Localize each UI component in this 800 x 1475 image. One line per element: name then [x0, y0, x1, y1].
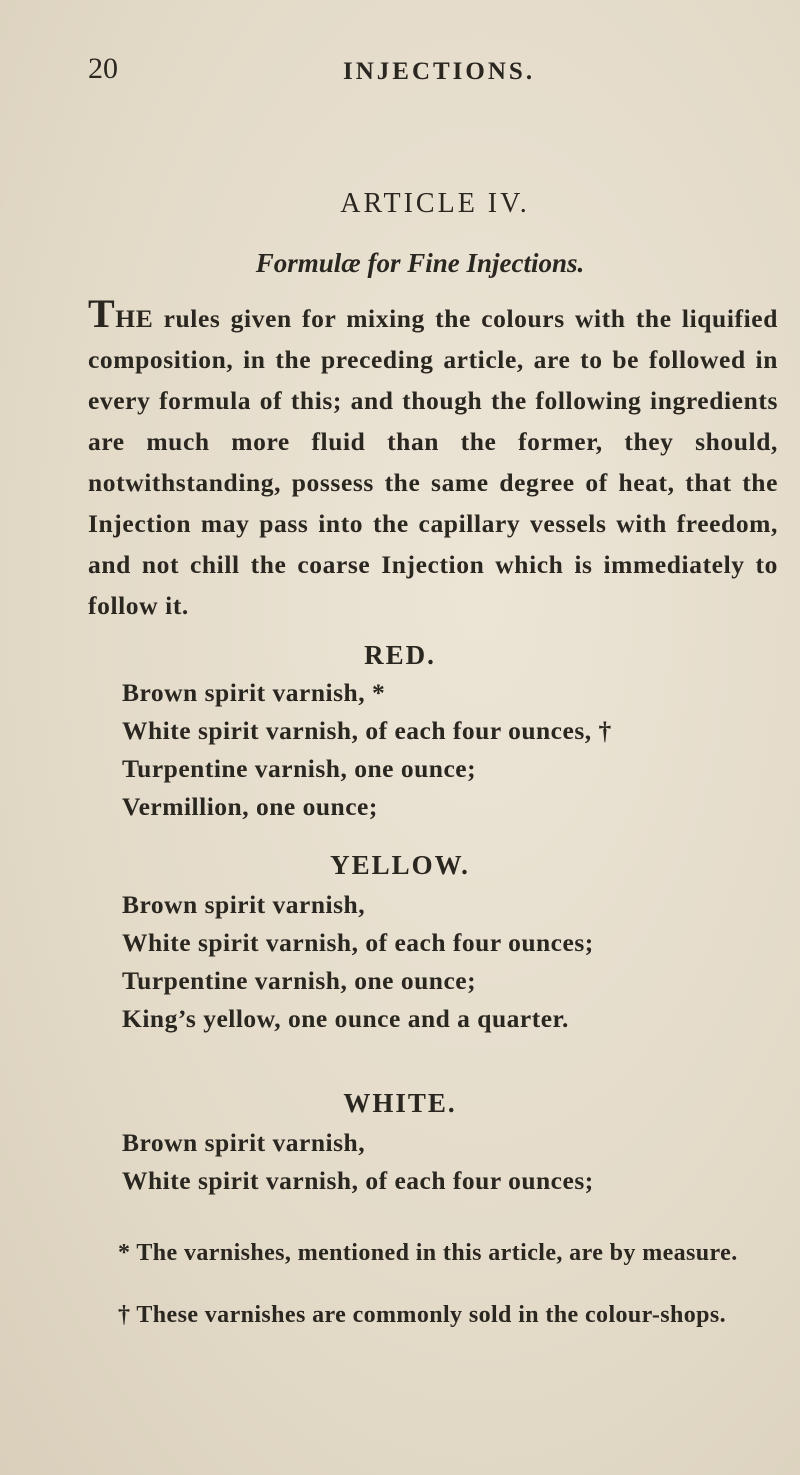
recipe-line: King’s yellow, one ounce and a quarter. [122, 1004, 569, 1033]
footnote-1: * The varnishes, mentioned in this article, are by measure. [118, 1240, 738, 1266]
white-heading: WHITE. [343, 1088, 457, 1118]
red-recipe [122, 674, 782, 826]
article-subtitle: Formulæ for Fine Injections. [255, 248, 585, 278]
intro-paragraph [88, 291, 778, 626]
footnote-2: † These varnishes are commonly sold in the colour-shops. [118, 1302, 726, 1328]
recipe-line: Vermillion, one ounce; [122, 792, 378, 821]
yellow-heading: YELLOW. [330, 850, 470, 880]
recipe-line: Brown spirit varnish, [122, 890, 366, 919]
recipe-line: White spirit varnish, of each four ounces; [122, 1166, 594, 1195]
page-header [88, 52, 708, 92]
recipe-line: Brown spirit varnish, * [122, 678, 386, 707]
recipe-line: Brown spirit varnish, [122, 1128, 366, 1157]
recipe-line: White spirit varnish, of each four ounces; [122, 928, 594, 957]
intro-text: HE rules given for mixing the colours with the liquified composition, in the preceding article, are to be followed in every formula of this; and though the following ingredients are much more fluid than the former, they should, notwithstanding, possess the same degree of heat, that the Injection may pass into the capillary vessels with freedom, and not chill the coarse Injection which is immediately to follow it. [88, 304, 778, 620]
red-heading: RED. [364, 640, 436, 670]
page-number: 20 [88, 52, 118, 85]
white-recipe [122, 1124, 782, 1200]
recipe-line: Turpentine varnish, one ounce; [122, 754, 477, 783]
yellow-recipe [122, 886, 782, 1038]
running-title: INJECTIONS. [343, 58, 536, 85]
article-title: ARTICLE IV. [340, 188, 530, 219]
recipe-line: White spirit varnish, of each four ounces, † [122, 716, 612, 745]
drop-cap: T [88, 291, 116, 336]
recipe-line: Turpentine varnish, one ounce; [122, 966, 477, 995]
